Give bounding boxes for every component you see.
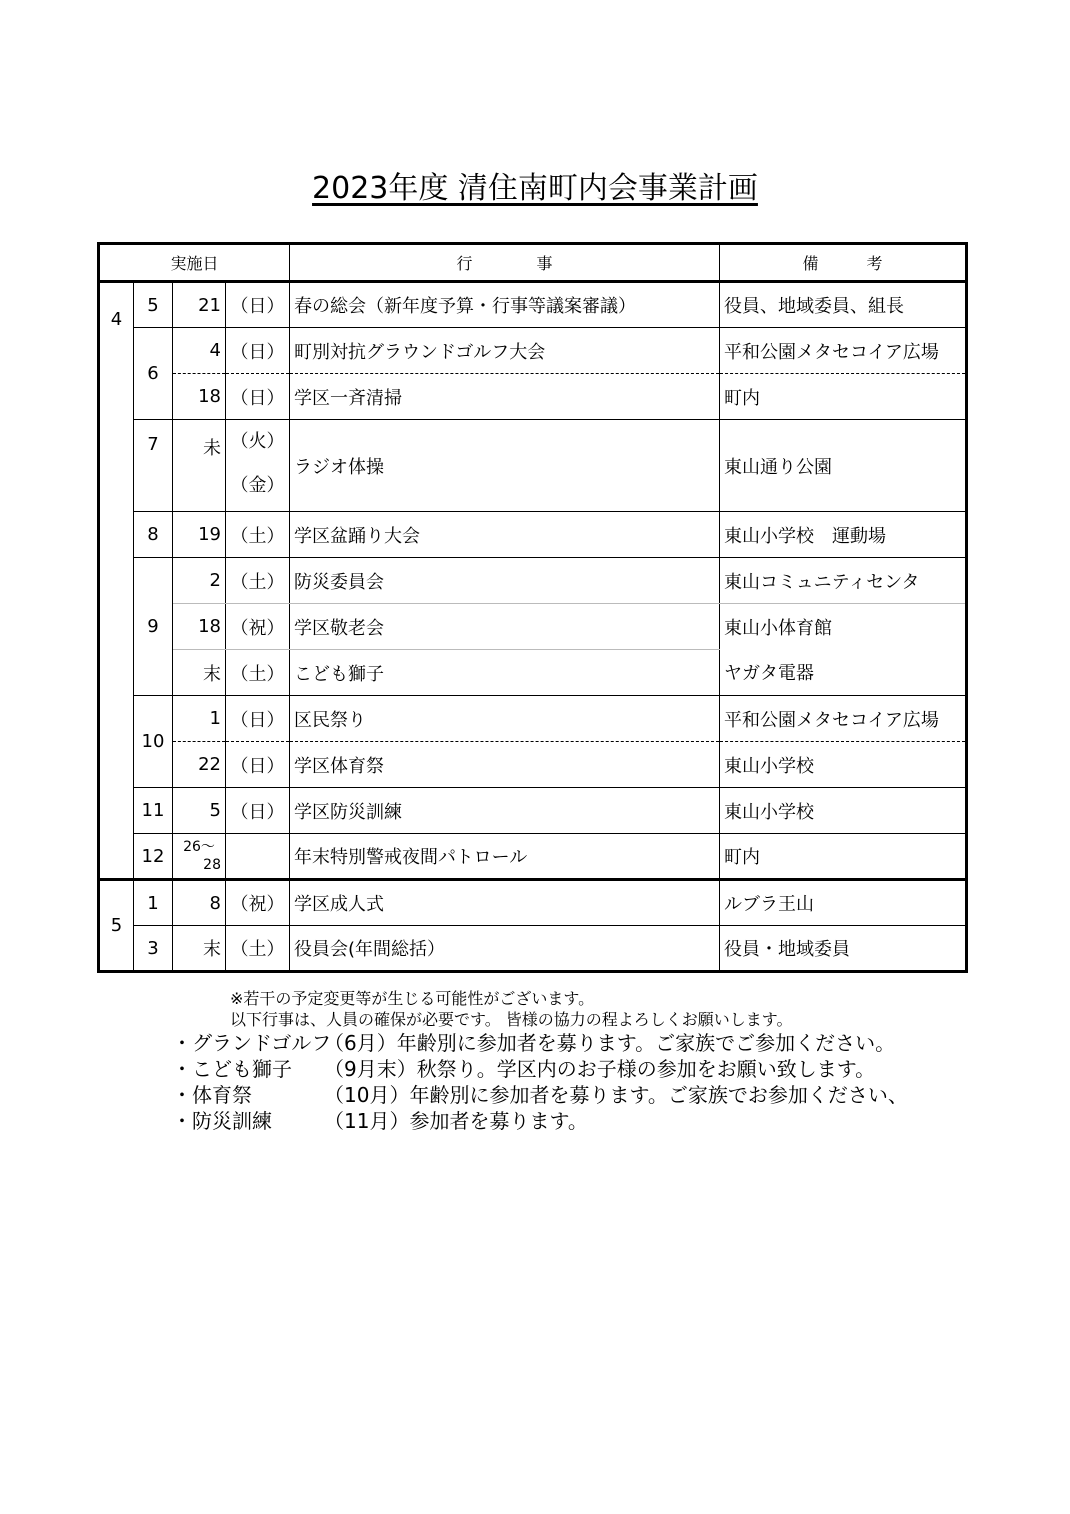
event-cell: 学区敬老会	[290, 604, 720, 650]
list-item	[172, 1082, 908, 1108]
bullet-text: （9月末）秋祭り。学区内のお子様の参加をお願い致します。	[324, 1057, 876, 1081]
dow-cell: （土）	[226, 512, 290, 558]
month-cell: 10	[134, 696, 173, 788]
table-header-row	[99, 244, 967, 282]
note-cell: ルブラ王山	[720, 880, 967, 926]
list-item	[172, 1056, 908, 1082]
dow-cell: （日）	[226, 696, 290, 742]
note-cell: 平和公園メタセコイア広場	[720, 328, 967, 374]
note-cell: 東山小体育館	[720, 604, 967, 650]
month-cell: 3	[134, 926, 173, 972]
day-cell: 4	[173, 328, 226, 374]
day-cell: 未	[173, 420, 226, 512]
note-cell: 町内	[720, 374, 967, 420]
note-cell: 東山小学校	[720, 788, 967, 834]
month-cell: 8	[134, 512, 173, 558]
table-row	[99, 834, 967, 880]
note-line: ※若干の予定変更等が生じる可能性がございます。	[230, 989, 595, 1008]
table-row	[99, 282, 967, 328]
month-cell: 5	[134, 282, 173, 328]
dow-cell: （日）	[226, 788, 290, 834]
day-cell: 2	[173, 558, 226, 604]
event-cell: 年末特別警戒夜間パトロール	[290, 834, 720, 880]
table-row	[99, 374, 967, 420]
table-row	[99, 788, 967, 834]
day-cell: 末	[173, 650, 226, 696]
table-row	[99, 926, 967, 972]
dow-cell: （祝）	[226, 880, 290, 926]
dow-cell	[226, 834, 290, 880]
dow-cell: （日）	[226, 374, 290, 420]
day-cell: 22	[173, 742, 226, 788]
dow-cell: （土）	[226, 558, 290, 604]
dow-cell: （日）	[226, 328, 290, 374]
event-cell: ラジオ体操	[290, 420, 720, 512]
event-cell: 春の総会（新年度予算・行事等議案審議）	[290, 282, 720, 328]
table-row	[99, 328, 967, 374]
month-cell: 9	[134, 558, 173, 696]
day-cell: 26～ 28	[173, 834, 226, 880]
note-line: 以下行事は、人員の確保が必要です。 皆様の協力の程よろしくお願いします。	[230, 1010, 793, 1029]
header-date: 実施日	[99, 244, 290, 282]
note-cell: 東山小学校 運動場	[720, 512, 967, 558]
dow-cell: （土）	[226, 926, 290, 972]
note-cell: 平和公園メタセコイア広場	[720, 696, 967, 742]
day-cell: 21	[173, 282, 226, 328]
day-cell: 8	[173, 880, 226, 926]
list-item	[172, 1030, 908, 1056]
list-item	[172, 1108, 908, 1134]
dow-cell: （祝）	[226, 604, 290, 650]
bullet-text: （11月）参加者を募ります。	[324, 1109, 588, 1133]
bullet-list	[172, 1030, 908, 1134]
bullet-name: ・防災訓練	[172, 1109, 272, 1133]
event-cell: 防災委員会	[290, 558, 720, 604]
month-cell: 1	[134, 880, 173, 926]
bullet-name: ・グランドゴルフ	[172, 1031, 332, 1055]
dow-cell: （火） （金）	[226, 420, 290, 512]
day-cell: 末	[173, 926, 226, 972]
table-row	[99, 696, 967, 742]
table-row	[99, 880, 967, 926]
event-cell: 学区体育祭	[290, 742, 720, 788]
event-cell: こども獅子	[290, 650, 720, 696]
note-cell: ヤガタ電器	[720, 650, 967, 696]
bullet-name: ・体育祭	[172, 1083, 252, 1107]
bullet-text: （6月）年齢別に参加者を募ります。ご家族でご参加ください。	[324, 1031, 896, 1055]
notes	[230, 988, 793, 1030]
table-row	[99, 742, 967, 788]
bullet-text: （10月）年齢別に参加者を募ります。ご家族でお参加ください、	[324, 1083, 908, 1107]
event-cell: 学区盆踊り大会	[290, 512, 720, 558]
year-cell: 5	[99, 880, 134, 972]
table-row	[99, 512, 967, 558]
month-cell: 12	[134, 834, 173, 880]
dow-cell: （土）	[226, 650, 290, 696]
page-title: 2023年度 清住南町内会事業計画	[312, 171, 758, 206]
month-cell: 7	[134, 420, 173, 512]
table-row	[99, 558, 967, 604]
day-cell: 1	[173, 696, 226, 742]
month-cell: 6	[134, 328, 173, 420]
note-cell: 役員・地域委員	[720, 926, 967, 972]
note-cell: 町内	[720, 834, 967, 880]
note-cell: 東山小学校	[720, 742, 967, 788]
header-note: 備 考	[720, 244, 967, 282]
table-row	[99, 650, 967, 696]
event-cell: 役員会(年間総括）	[290, 926, 720, 972]
month-cell: 11	[134, 788, 173, 834]
note-cell: 役員、地域委員、組長	[720, 282, 967, 328]
event-cell: 町別対抗グラウンドゴルフ大会	[290, 328, 720, 374]
event-cell: 学区防災訓練	[290, 788, 720, 834]
note-cell: 東山通り公園	[720, 420, 967, 512]
table-row	[99, 420, 967, 512]
day-cell: 18	[173, 604, 226, 650]
header-event: 行 事	[290, 244, 720, 282]
event-cell: 学区一斉清掃	[290, 374, 720, 420]
note-cell: 東山コミュニティセンタ	[720, 558, 967, 604]
dow-cell: （日）	[226, 742, 290, 788]
dow-cell: （日）	[226, 282, 290, 328]
event-cell: 区民祭り	[290, 696, 720, 742]
day-cell: 18	[173, 374, 226, 420]
day-cell: 5	[173, 788, 226, 834]
day-cell: 19	[173, 512, 226, 558]
event-cell: 学区成人式	[290, 880, 720, 926]
schedule-table	[97, 242, 968, 973]
table-row	[99, 604, 967, 650]
year-cell: 4	[99, 282, 134, 880]
bullet-name: ・こども獅子	[172, 1057, 292, 1081]
